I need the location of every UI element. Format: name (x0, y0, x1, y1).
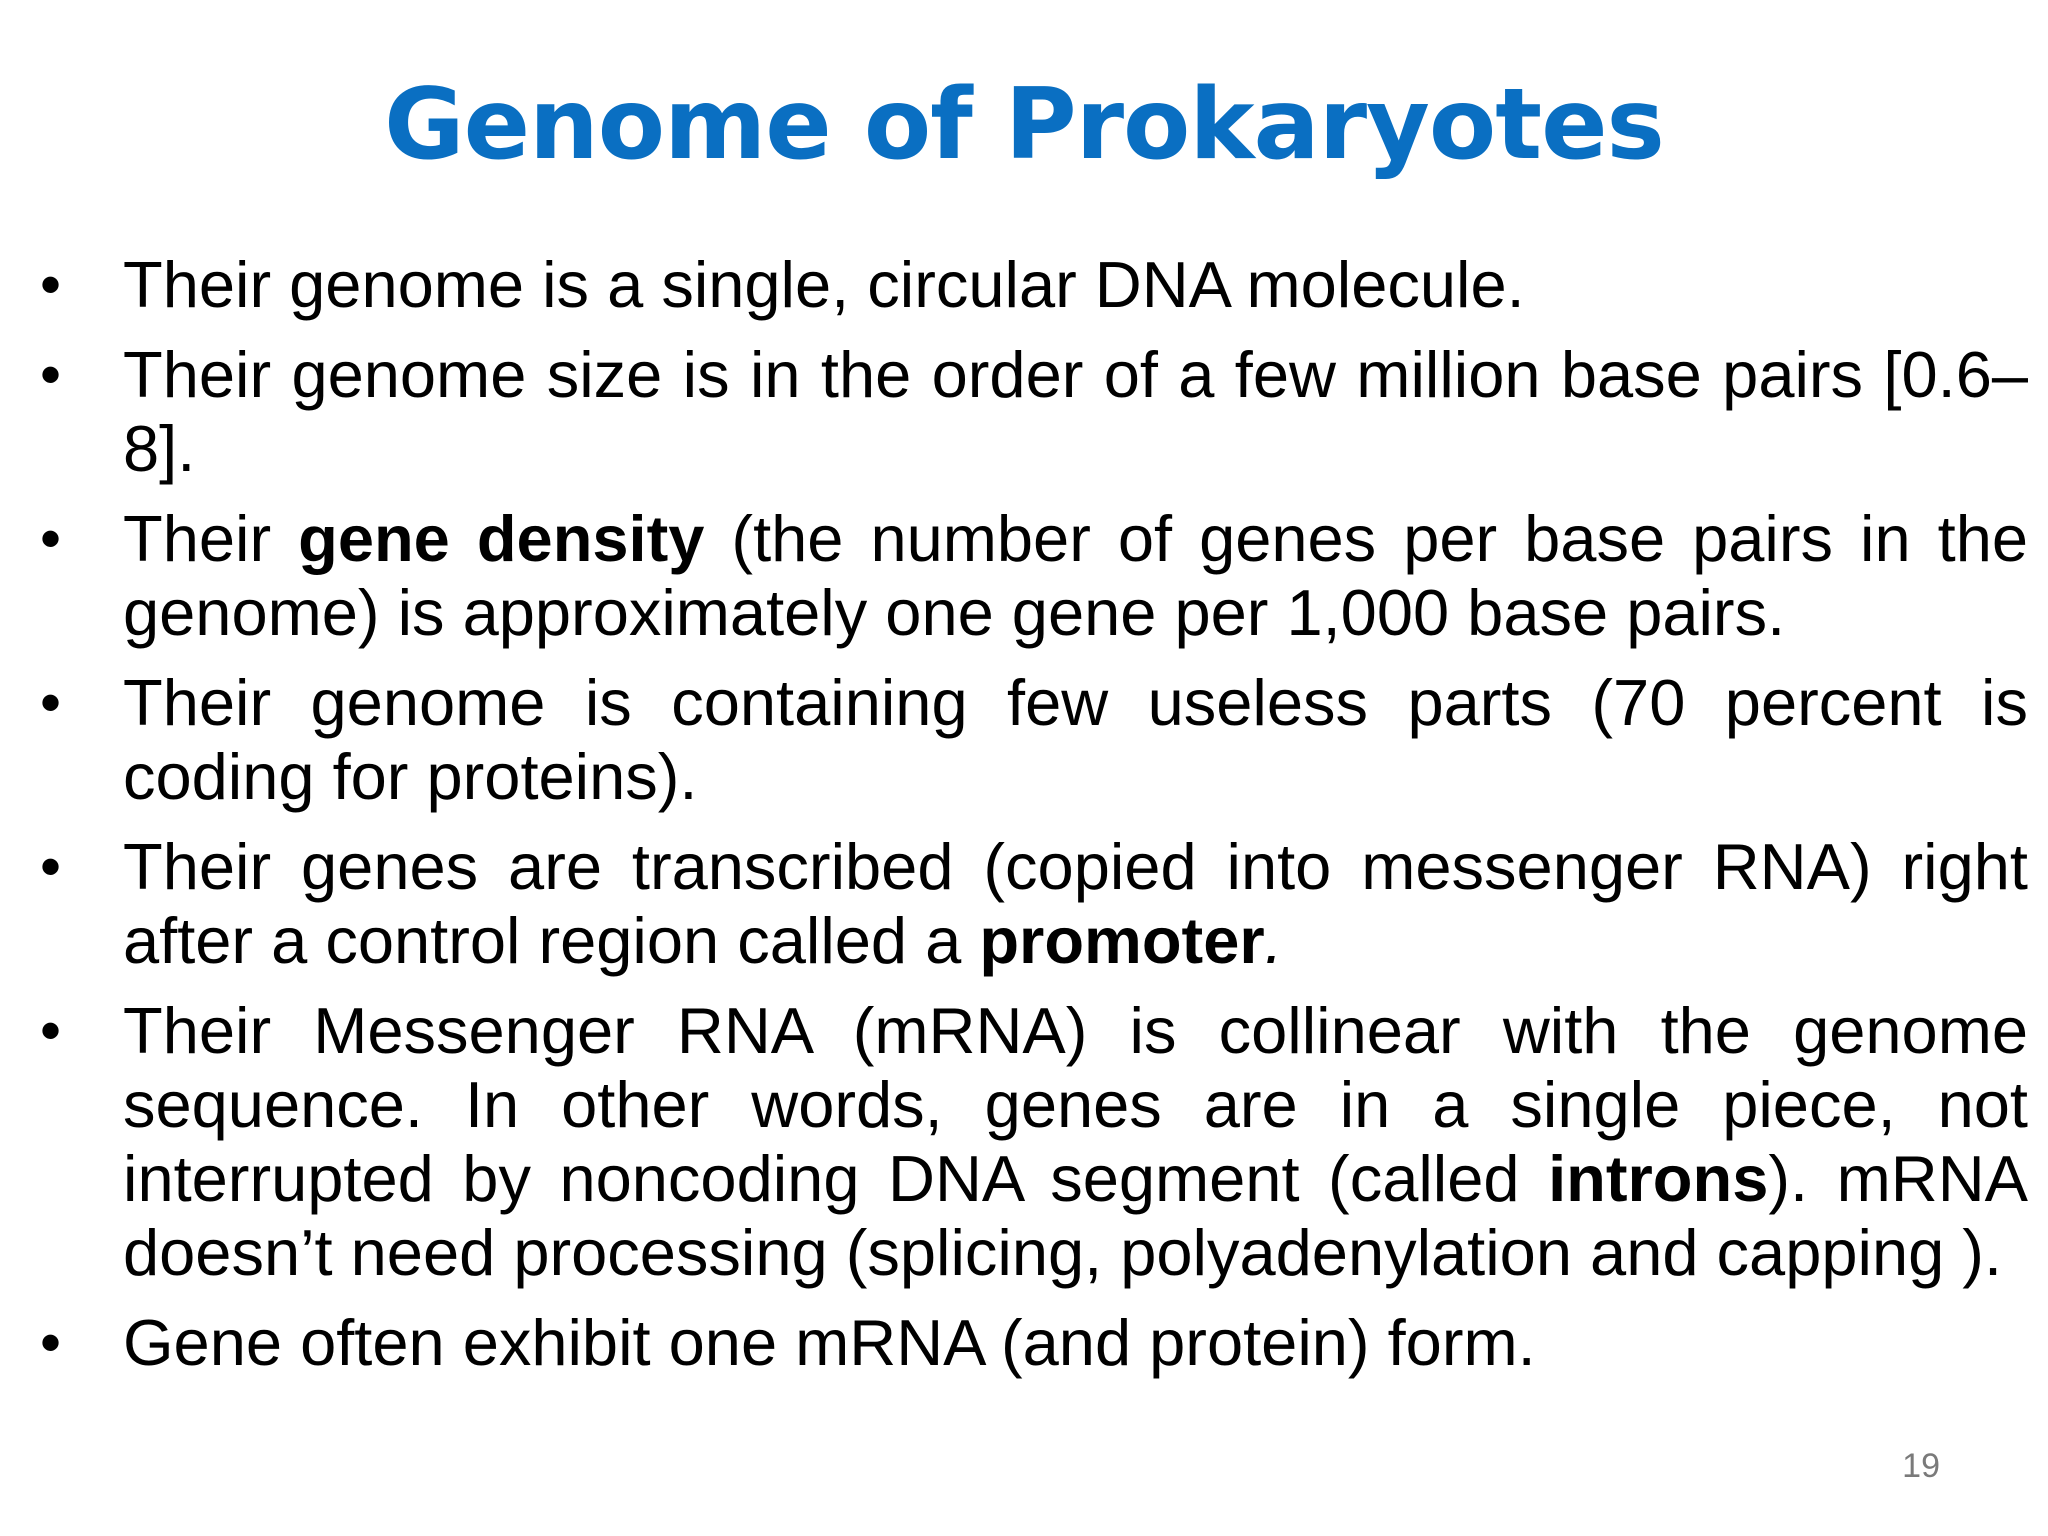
bullet-text: Their genome is containing few useless parts (70 percent is coding for proteins). (123, 666, 2028, 813)
bullet-icon: • (40, 251, 62, 318)
bullet-icon: • (40, 341, 62, 408)
bullet-item-genome-shape (0, 248, 2048, 322)
bullet-term-introns: introns (1548, 1142, 1769, 1215)
bullet-text-post: (the number of genes per base pairs in the genome) is approximately one gene per 1,000 base pairs. (123, 502, 2028, 649)
bullet-item-gene-density (0, 502, 2048, 650)
slide-title: Genome of Prokaryotes (384, 68, 1664, 182)
bullet-item-promoter (0, 830, 2048, 978)
bullet-text-pre: Their genes are transcribed (copied into messenger RNA) right after a control region called a (123, 830, 2028, 977)
bullet-item-mrna-collinear (0, 994, 2048, 1290)
page-number: 19 (1902, 1447, 1940, 1485)
bullet-icon: • (40, 1309, 62, 1376)
bullet-icon: • (40, 997, 62, 1064)
bullet-text: Their genome size is in the order of a few million base pairs [0.6–8]. (123, 338, 2028, 485)
bullet-icon: • (40, 505, 62, 572)
bullet-term-gene-density: gene density (298, 502, 705, 575)
bullet-text-pre: Their Messenger RNA (mRNA) is collinear with the genome sequence. In other words, genes are in a single piece, not interrupted by noncoding DNA segment (called (123, 994, 2028, 1215)
bullet-text-post: . (1264, 904, 1283, 977)
bullet-icon: • (40, 833, 62, 900)
bullet-text-post: ). mRNA doesn’t need processing (splicing, polyadenylation and capping ). (123, 1142, 2028, 1289)
bullet-item-mrna-form (0, 1306, 2048, 1380)
bullet-item-genome-size (0, 338, 2048, 486)
bullet-item-coding-parts (0, 666, 2048, 814)
bullet-text-pre: Their (123, 502, 299, 575)
bullet-term-promoter: promoter (979, 904, 1265, 977)
bullet-list (0, 248, 2048, 1396)
bullet-text: Gene often exhibit one mRNA (and protein) form. (123, 1306, 1536, 1379)
bullet-icon: • (40, 669, 62, 736)
bullet-text: Their genome is a single, circular DNA molecule. (123, 248, 1525, 321)
